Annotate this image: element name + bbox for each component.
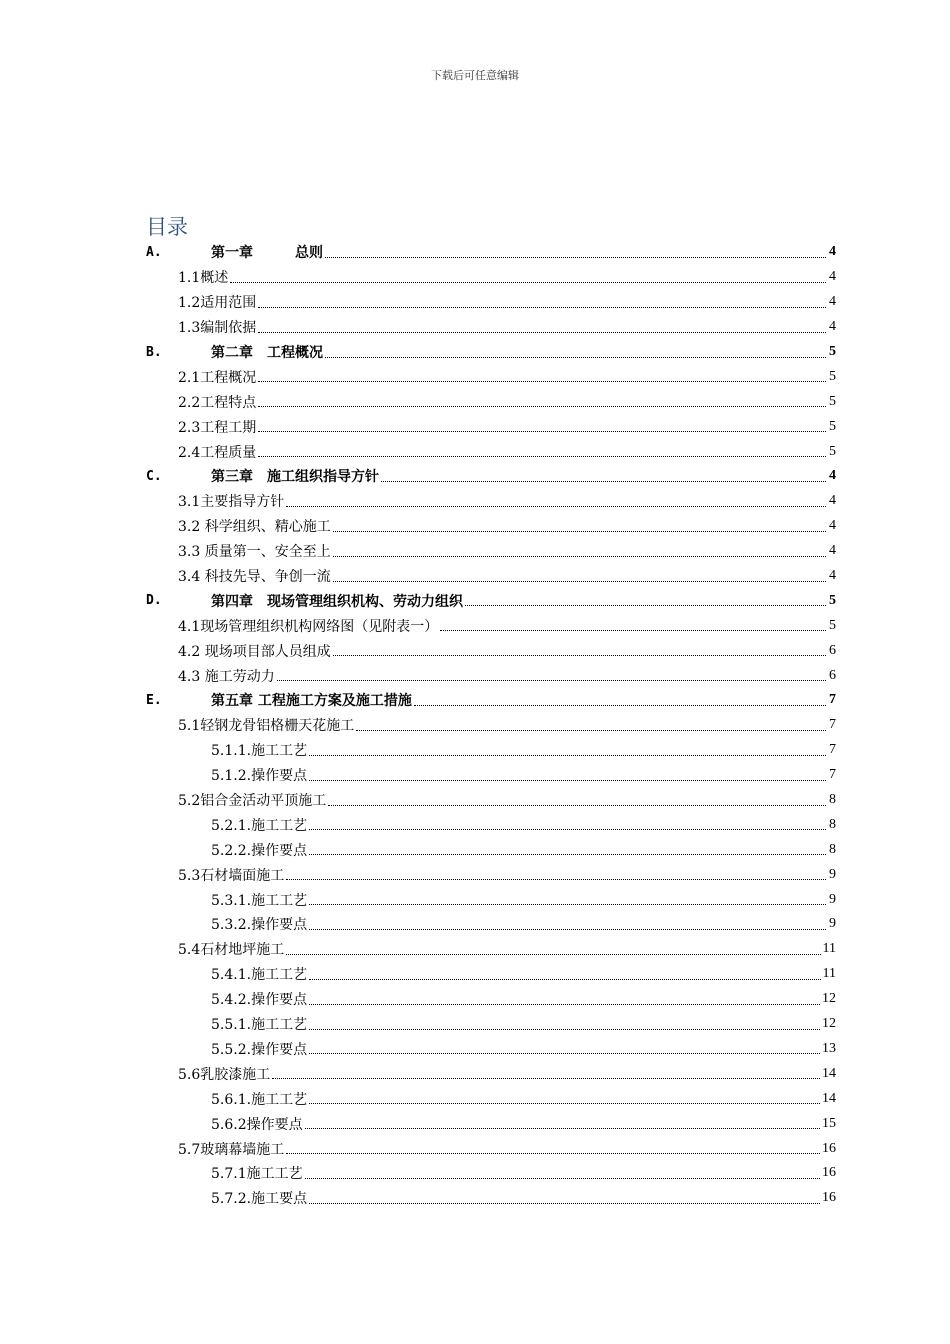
toc-leader-dots bbox=[258, 307, 826, 308]
toc-entry-label: 2.3工程工期 bbox=[178, 417, 257, 437]
toc-entry[interactable] bbox=[146, 613, 836, 638]
toc-entry-page-number: 4 bbox=[829, 269, 836, 285]
toc-entry-page-number: 8 bbox=[829, 792, 836, 808]
toc-leader-dots bbox=[309, 780, 826, 781]
toc-entry-marker: B. bbox=[146, 344, 162, 360]
toc-entry-label: 2.1工程概况 bbox=[178, 367, 257, 387]
toc-entry[interactable] bbox=[146, 862, 836, 887]
toc-leader-dots bbox=[325, 357, 826, 358]
toc-entry[interactable] bbox=[146, 464, 836, 489]
toc-entry-label: 第二章 工程概况 bbox=[211, 342, 324, 362]
toc-entry-label: 5.2铝合金活动平顶施工 bbox=[178, 790, 327, 810]
toc-entry[interactable] bbox=[146, 962, 836, 987]
toc-entry-label: 4.3 施工劳动力 bbox=[178, 666, 276, 686]
toc-leader-dots bbox=[230, 282, 826, 283]
toc-entry-label: 1.2适用范围 bbox=[178, 292, 257, 312]
toc-leader-dots bbox=[309, 854, 826, 855]
toc-leader-dots bbox=[440, 630, 826, 631]
toc-entry-page-number: 4 bbox=[829, 468, 836, 484]
toc-leader-dots bbox=[333, 581, 826, 582]
toc-entry[interactable] bbox=[146, 1086, 836, 1111]
toc-leader-dots bbox=[258, 406, 826, 407]
toc-entry-page-number: 7 bbox=[829, 767, 836, 783]
toc-entry[interactable] bbox=[146, 1061, 836, 1086]
toc-leader-dots bbox=[309, 1029, 820, 1030]
toc-entry-label bbox=[211, 242, 324, 262]
toc-entry-marker: D. bbox=[146, 593, 162, 609]
toc-entry[interactable] bbox=[146, 912, 836, 937]
toc-leader-dots bbox=[305, 1178, 820, 1179]
toc-leader-dots bbox=[258, 431, 826, 432]
toc-entry[interactable] bbox=[146, 389, 836, 414]
toc-leader-dots bbox=[356, 730, 826, 731]
toc-entry[interactable] bbox=[146, 414, 836, 439]
toc-entry-page-number: 7 bbox=[829, 692, 836, 708]
toc-leader-dots bbox=[328, 805, 826, 806]
toc-leader-dots bbox=[309, 829, 826, 830]
toc-entry-label: 5.1.2.操作要点 bbox=[211, 765, 308, 785]
toc-entry[interactable] bbox=[146, 364, 836, 389]
toc-leader-dots bbox=[414, 705, 826, 706]
toc-leader-dots bbox=[286, 1153, 820, 1154]
toc-entry[interactable] bbox=[146, 987, 836, 1012]
toc-entry[interactable] bbox=[146, 812, 836, 837]
toc-entry[interactable] bbox=[146, 1186, 836, 1211]
toc-leader-dots bbox=[309, 1004, 820, 1005]
toc-entry-page-number: 5 bbox=[829, 344, 836, 359]
toc-entry-label: 1.1概述 bbox=[178, 267, 229, 287]
toc-entry-label: 5.2.1.施工工艺 bbox=[211, 815, 308, 835]
toc-entry-page-number: 9 bbox=[829, 891, 836, 907]
toc-entry[interactable] bbox=[146, 315, 836, 340]
toc-entry-page-number: 16 bbox=[822, 1140, 836, 1156]
toc-leader-dots bbox=[309, 929, 826, 930]
toc-entry-page-number: 4 bbox=[829, 518, 836, 534]
toc-leader-dots bbox=[309, 979, 820, 980]
toc-entry[interactable] bbox=[146, 588, 836, 613]
toc-entry-page-number: 14 bbox=[822, 1090, 836, 1106]
toc-entry-label: 第四章 现场管理组织机构、劳动力组织 bbox=[211, 591, 464, 611]
toc-entry-label: 4.1现场管理组织机构网络图（见附表一） bbox=[178, 616, 439, 636]
toc-entry-label: 5.3石材墙面施工 bbox=[178, 865, 285, 885]
toc-entry-page-number: 5 bbox=[829, 393, 836, 409]
toc-entry-page-number: 4 bbox=[829, 319, 836, 335]
toc-entry[interactable] bbox=[146, 514, 836, 539]
toc-entry[interactable] bbox=[146, 340, 836, 365]
toc-entry[interactable] bbox=[146, 564, 836, 589]
toc-entry-marker: C. bbox=[146, 468, 162, 484]
toc-leader-dots bbox=[309, 1103, 820, 1104]
toc-leader-dots bbox=[286, 954, 820, 955]
toc-entry-label: 3.2 科学组织、精心施工 bbox=[178, 516, 332, 536]
toc-entry-label: 5.4.1.施工工艺 bbox=[211, 964, 308, 984]
toc-entry-page-number: 12 bbox=[822, 991, 836, 1007]
toc-entry-page-number: 8 bbox=[829, 816, 836, 832]
toc-entry-chapter: 第一章 bbox=[211, 245, 253, 262]
toc-entry[interactable] bbox=[146, 1111, 836, 1136]
toc-leader-dots bbox=[325, 257, 826, 258]
toc-entry-label: 5.5.1.施工工艺 bbox=[211, 1014, 308, 1034]
toc-entry-page-number: 15 bbox=[822, 1115, 836, 1131]
toc-entry-label: 第五章 工程施工方案及施工措施 bbox=[211, 690, 413, 710]
toc-entry-page-number: 14 bbox=[822, 1065, 836, 1081]
page-header: 下载后可任意编辑 bbox=[431, 69, 519, 82]
toc-entry-label: 5.5.2.操作要点 bbox=[211, 1039, 308, 1059]
toc-entry[interactable] bbox=[146, 638, 836, 663]
table-of-contents bbox=[146, 240, 836, 1211]
toc-entry[interactable] bbox=[146, 788, 836, 813]
toc-entry[interactable] bbox=[146, 738, 836, 763]
toc-entry-page-number: 7 bbox=[829, 742, 836, 758]
toc-leader-dots bbox=[381, 481, 826, 482]
toc-entry-page-number: 4 bbox=[829, 543, 836, 559]
toc-entry-page-number: 7 bbox=[829, 717, 836, 733]
toc-entry-page-number: 5 bbox=[829, 592, 836, 608]
toc-entry-page-number: 11 bbox=[822, 966, 836, 982]
toc-entry-label: 1.3编制依据 bbox=[178, 317, 257, 337]
toc-entry-label: 2.2工程特点 bbox=[178, 392, 257, 412]
toc-entry-chapter-title: 总则 bbox=[295, 245, 323, 262]
toc-entry-page-number: 5 bbox=[829, 617, 836, 633]
toc-leader-dots bbox=[277, 680, 826, 681]
toc-entry[interactable] bbox=[146, 688, 836, 713]
toc-entry-page-number: 11 bbox=[822, 941, 836, 957]
toc-entry[interactable] bbox=[146, 240, 836, 265]
toc-entry[interactable] bbox=[146, 937, 836, 962]
toc-title: 目录 bbox=[146, 215, 188, 239]
toc-leader-dots bbox=[258, 332, 826, 333]
toc-entry[interactable] bbox=[146, 439, 836, 464]
toc-entry-page-number: 6 bbox=[829, 642, 836, 658]
toc-entry-label: 5.4石材地坪施工 bbox=[178, 939, 285, 959]
toc-entry-label: 5.6乳胶漆施工 bbox=[178, 1064, 271, 1084]
toc-entry-marker: A. bbox=[146, 244, 162, 260]
toc-entry-page-number: 9 bbox=[829, 916, 836, 932]
toc-entry-page-number: 5 bbox=[829, 443, 836, 459]
toc-leader-dots bbox=[286, 506, 826, 507]
toc-leader-dots bbox=[309, 755, 826, 756]
toc-entry-label: 5.4.2.操作要点 bbox=[211, 989, 308, 1009]
toc-entry[interactable] bbox=[146, 290, 836, 315]
toc-entry[interactable] bbox=[146, 265, 836, 290]
toc-leader-dots bbox=[272, 1078, 820, 1079]
toc-entry-page-number: 16 bbox=[822, 1165, 836, 1181]
toc-entry-label: 3.3 质量第一、安全至上 bbox=[178, 541, 332, 561]
toc-entry-page-number: 5 bbox=[829, 418, 836, 434]
toc-leader-dots bbox=[333, 556, 826, 557]
toc-entry-page-number: 13 bbox=[822, 1040, 836, 1056]
toc-entry-label: 5.7.2.施工要点 bbox=[211, 1188, 308, 1208]
toc-entry[interactable] bbox=[146, 837, 836, 862]
toc-entry-marker: E. bbox=[146, 692, 162, 708]
toc-leader-dots bbox=[305, 1128, 820, 1129]
toc-entry[interactable] bbox=[146, 713, 836, 738]
toc-entry-label: 5.3.2.操作要点 bbox=[211, 914, 308, 934]
toc-leader-dots bbox=[333, 655, 826, 656]
toc-entry-label: 3.1主要指导方针 bbox=[178, 491, 285, 511]
toc-leader-dots bbox=[309, 904, 826, 905]
toc-entry[interactable] bbox=[146, 539, 836, 564]
toc-entry-page-number: 9 bbox=[829, 866, 836, 882]
toc-entry-label: 3.4 科技先导、争创一流 bbox=[178, 566, 332, 586]
toc-entry-label: 5.6.2操作要点 bbox=[211, 1114, 304, 1134]
toc-entry-label: 5.7玻璃幕墙施工 bbox=[178, 1139, 285, 1159]
toc-entry-page-number: 5 bbox=[829, 368, 836, 384]
toc-entry-label: 5.1.1.施工工艺 bbox=[211, 740, 308, 760]
toc-entry-page-number: 8 bbox=[829, 841, 836, 857]
toc-entry[interactable] bbox=[146, 489, 836, 514]
toc-entry-label: 5.1轻钢龙骨铝格栅天花施工 bbox=[178, 715, 355, 735]
toc-leader-dots bbox=[258, 381, 826, 382]
toc-entry[interactable] bbox=[146, 887, 836, 912]
toc-entry-label: 4.2 现场项目部人员组成 bbox=[178, 641, 332, 661]
toc-entry-label: 2.4工程质量 bbox=[178, 442, 257, 462]
toc-entry-label: 第三章 施工组织指导方针 bbox=[211, 466, 380, 486]
toc-leader-dots bbox=[286, 879, 826, 880]
toc-entry[interactable] bbox=[146, 1037, 836, 1062]
toc-leader-dots bbox=[258, 456, 826, 457]
toc-entry-page-number: 12 bbox=[822, 1016, 836, 1032]
toc-entry[interactable] bbox=[146, 1136, 836, 1161]
toc-entry-page-number: 6 bbox=[829, 667, 836, 683]
toc-entry[interactable] bbox=[146, 1012, 836, 1037]
toc-entry-page-number: 4 bbox=[829, 493, 836, 509]
toc-entry-page-number: 4 bbox=[829, 568, 836, 584]
toc-entry-label: 5.2.2.操作要点 bbox=[211, 840, 308, 860]
toc-entry-page-number: 4 bbox=[829, 294, 836, 310]
toc-entry-page-number: 16 bbox=[822, 1190, 836, 1206]
toc-leader-dots bbox=[333, 531, 826, 532]
toc-leader-dots bbox=[309, 1053, 820, 1054]
toc-entry[interactable] bbox=[146, 763, 836, 788]
toc-leader-dots bbox=[465, 605, 826, 606]
toc-entry-label: 5.7.1施工工艺 bbox=[211, 1163, 304, 1183]
toc-entry-label: 5.3.1.施工工艺 bbox=[211, 890, 308, 910]
toc-leader-dots bbox=[309, 1203, 820, 1204]
toc-entry[interactable] bbox=[146, 1161, 836, 1186]
toc-entry-label: 5.6.1.施工工艺 bbox=[211, 1089, 308, 1109]
toc-entry[interactable] bbox=[146, 663, 836, 688]
toc-entry-page-number: 4 bbox=[829, 244, 836, 260]
